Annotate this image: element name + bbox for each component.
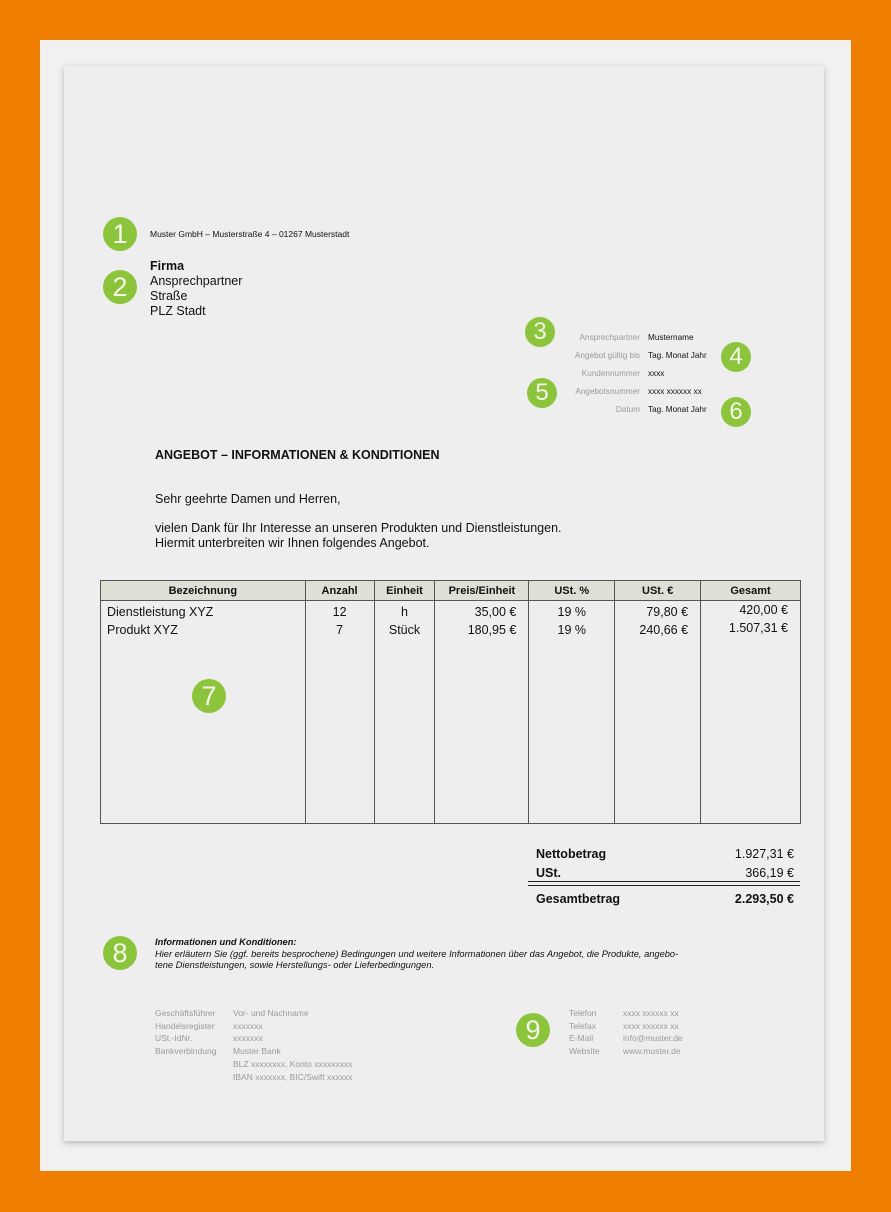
total-value: 1.927,31 € [734,847,794,861]
footer-right-values [623,1007,683,1058]
footer-label: Handelsregister [155,1020,215,1031]
badge-2: 2 [103,270,137,304]
meta-label: Angebot gültig bis [574,351,640,360]
table-cell: Produkt XYZ [107,623,178,637]
total-netto [536,845,800,864]
meta-row [510,351,750,369]
table-header-row [101,581,801,601]
table-cell: 35,00 € [474,605,517,619]
info-heading: Informationen und Konditionen: [155,937,297,947]
meta-row [510,387,750,405]
totals-block [536,845,800,909]
footer-value: www.muster.de [623,1046,681,1057]
meta-row [510,333,750,351]
col-ust-euro [615,601,701,824]
meta-label: Datum [615,405,640,414]
info-line: tene Dienstleistungen, sowie Herstellungs- oder Lieferbedingungen. [155,960,435,970]
col-bezeichnung [101,601,306,824]
footer-value: Muster Bank [233,1046,281,1057]
info-line: Hier erläutern Sie (ggf. bereits besprochene) Bedingungen und weitere Informationen über das Angebot, die Produkte, angebo- [155,948,679,959]
recipient-contact: Ansprechpartner [150,274,243,288]
footer-value: xxxxxxx [233,1020,263,1031]
table-cell: 420,00 € [739,603,788,617]
col-ust-prozent [529,601,615,824]
footer-label: E-Mail [569,1033,594,1044]
letter-body [155,521,562,551]
col-einheit [374,601,435,824]
table-cell: 19 % [557,623,587,637]
sender-line: Muster GmbH – Musterstraße 4 – 01267 Musterstadt [150,229,350,239]
footer-label: Bankverbindung [155,1046,217,1057]
header-einheit: Einheit [374,581,435,601]
table-cell: 180,95 € [467,623,517,637]
meta-value: Tag. Monat Jahr [648,351,707,360]
meta-label: Kundennummer [581,369,640,378]
table-cell: 12 [332,605,347,619]
col-preis-einheit [435,601,529,824]
badge-1: 1 [103,217,137,251]
col-gesamt [701,601,801,824]
badge-7: 7 [192,679,226,713]
total-label: Gesamtbetrag [536,892,621,906]
footer-value: IBAN xxxxxxx, BIC/Swift xxxxxx [233,1071,353,1082]
footer-label: Geschäftsführer [155,1008,216,1018]
badge-8: 8 [103,936,137,970]
total-label: USt. [536,866,561,880]
footer-left-labels [155,1007,216,1058]
table-body [101,601,801,824]
total-gesamt [536,890,800,909]
badge-5: 5 [527,378,557,408]
body-line: Hiermit unterbreiten wir Ihnen folgendes Angebot. [155,536,430,550]
footer-value: BLZ xxxxxxxx, Konto xxxxxxxxx [233,1058,353,1069]
footer-label: Telefax [569,1020,596,1031]
badge-6: 6 [721,397,751,427]
table-cell: h [401,605,408,619]
info-conditions [155,937,678,972]
meta-value: xxxx xxxxxx xx [648,387,702,396]
header-ust-euro: USt. € [615,581,701,601]
table-cell: 79,80 € [646,605,689,619]
recipient-city: PLZ Stadt [150,304,206,318]
items-table [100,580,801,824]
header-bezeichnung: Bezeichnung [101,581,306,601]
footer-value: xxxxxxx [233,1033,263,1044]
meta-row [510,405,750,423]
body-line: vielen Dank für Ihr Interesse an unseren Produkten und Dienstleistungen. [155,521,562,535]
table-cell: 240,66 € [639,623,689,637]
table-cell: Stück [388,623,421,637]
footer-label: Website [569,1046,600,1057]
total-label: Nettobetrag [536,847,607,861]
footer-label: USt.-IdNr. [155,1033,193,1044]
table-cell: 1.507,31 € [728,621,788,635]
footer-label: Telefon [569,1008,597,1018]
recipient-street: Straße [150,289,188,303]
meta-value: xxxx [648,369,665,378]
header-gesamt: Gesamt [701,581,801,601]
footer-left-values [233,1007,353,1083]
recipient-address [150,259,242,319]
footer-value: xxxx xxxxxx xx [623,1020,679,1031]
badge-3: 3 [525,317,555,347]
meta-label: Angebotsnummer [575,387,640,396]
table-cell: Dienstleistung XYZ [107,605,214,619]
badge-9: 9 [516,1013,550,1047]
header-ust-prozent: USt. % [529,581,615,601]
header-anzahl: Anzahl [305,581,374,601]
total-value: 366,19 € [745,866,794,880]
total-value: 2.293,50 € [734,892,794,906]
footer-value: xxxx xxxxxx xx [623,1008,679,1018]
table-cell: 19 % [557,605,587,619]
footer-value: Vor- und Nachname [233,1008,309,1018]
meta-value: Mustername [648,333,694,342]
col-anzahl [305,601,374,824]
badge-4: 4 [721,342,751,372]
document-title: ANGEBOT – INFORMATIONEN & KONDITIONEN [155,448,440,462]
meta-value: Tag. Monat Jahr [648,405,707,414]
double-underline [528,881,800,886]
footer-value: info@muster.de [623,1033,683,1044]
offer-meta [510,333,750,423]
footer-right-labels [569,1007,600,1058]
table-cell: 7 [336,623,344,637]
meta-row [510,369,750,387]
greeting: Sehr geehrte Damen und Herren, [155,492,341,506]
header-preis-einheit: Preis/Einheit [435,581,529,601]
meta-label: Ansprechpartner [579,333,640,342]
recipient-company: Firma [150,259,185,273]
